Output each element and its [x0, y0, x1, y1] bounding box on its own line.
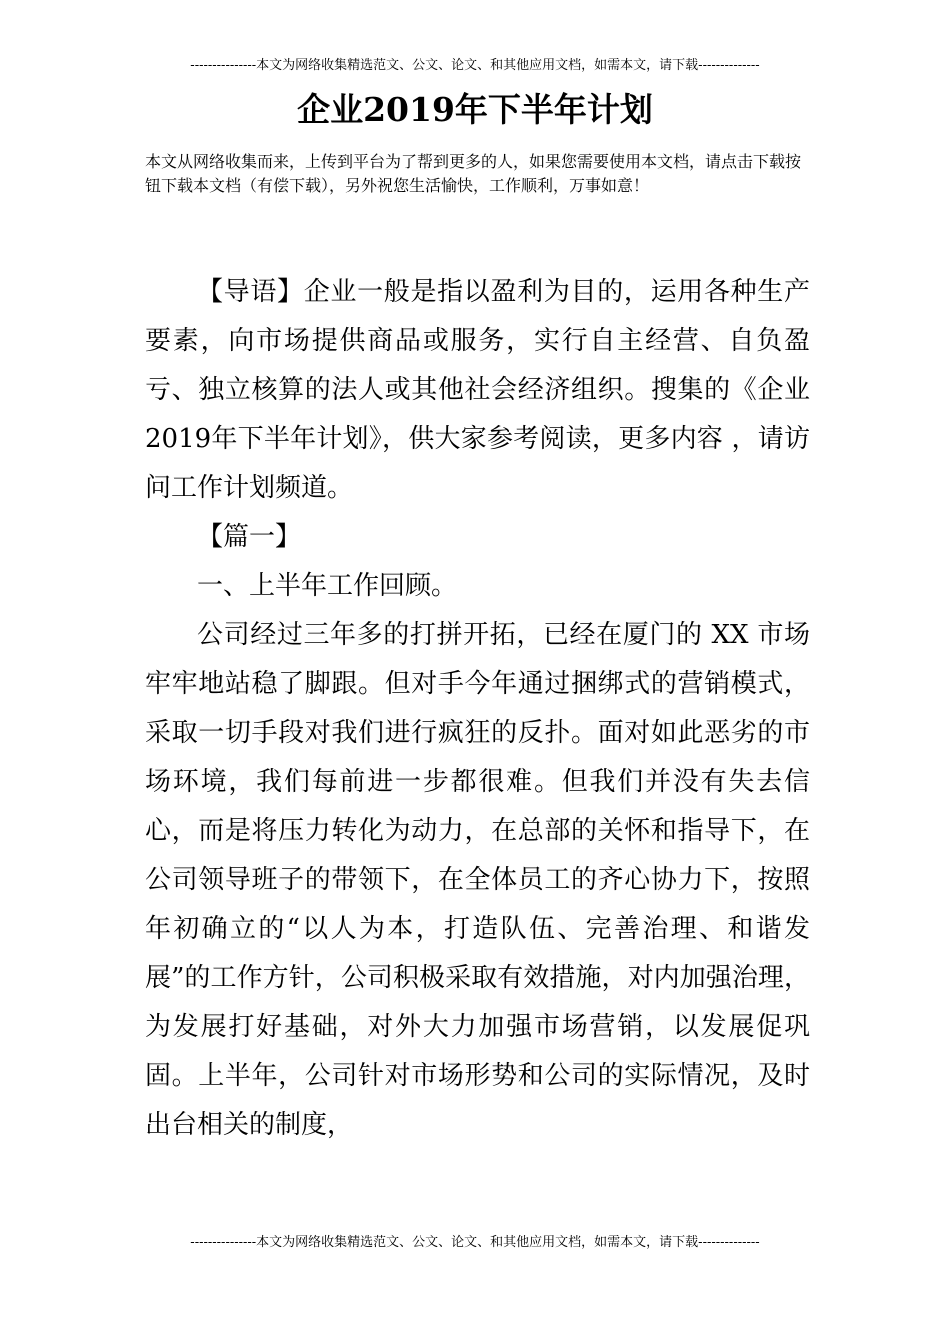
document-title: 企业2019年下半年计划: [297, 90, 653, 129]
subheading-first-half-review: 一、上半年工作回顾。: [197, 571, 458, 601]
document-body: [145, 268, 810, 1150]
section-heading-part-one: 【篇一】: [197, 522, 302, 552]
paragraph-intro: 【导语】企业一般是指以盈利为目的，运用各种生产要素，向市场提供商品或服务，实行自主经营、自负盈亏、独立核算的法人或其他社会经济组织。搜集的《企业2019年下半年计划》，供大家参考阅读，更多内容 ，请访问工作计划频道。: [145, 277, 810, 503]
intro-note: 本文从网络收集而来，上传到平台为了帮到更多的人，如果您需要使用本文档，请点击下载按钮下载本文档（有偿下载），另外祝您生活愉快，工作顺利，万事如意！: [145, 152, 802, 195]
paragraph-review: 公司经过三年多的打拼开拓，已经在厦门的 XX 市场牢牢地站稳了脚跟。但对手今年通过捆绑式的营销模式，采取一切手段对我们进行疯狂的反扑。面对如此恶劣的市场环境，我们每前进一步都很难。但我们并没有失去信心，而是将压力转化为动力，在总部的关怀和指导下，在公司领导班子的带领下，在全体员工的齐心协力下，按照年初确立的“以人为本，打造队伍、完善治理、和谐发展”的工作方针，公司积极采取有效措施，对内加强治理，为发展打好基础，对外大力加强市场营销，以发展促巩固。上半年，公司针对市场形势和公司的实际情况，及时出台相关的制度，: [145, 620, 810, 1140]
header-banner: ---------------本文为网络收集精选范文、公文、论文、和其他应用文档，如需本文，请下载--------------: [190, 58, 760, 73]
footer-banner: ---------------本文为网络收集精选范文、公文、论文、和其他应用文档，如需本文，请下载--------------: [190, 1235, 760, 1250]
